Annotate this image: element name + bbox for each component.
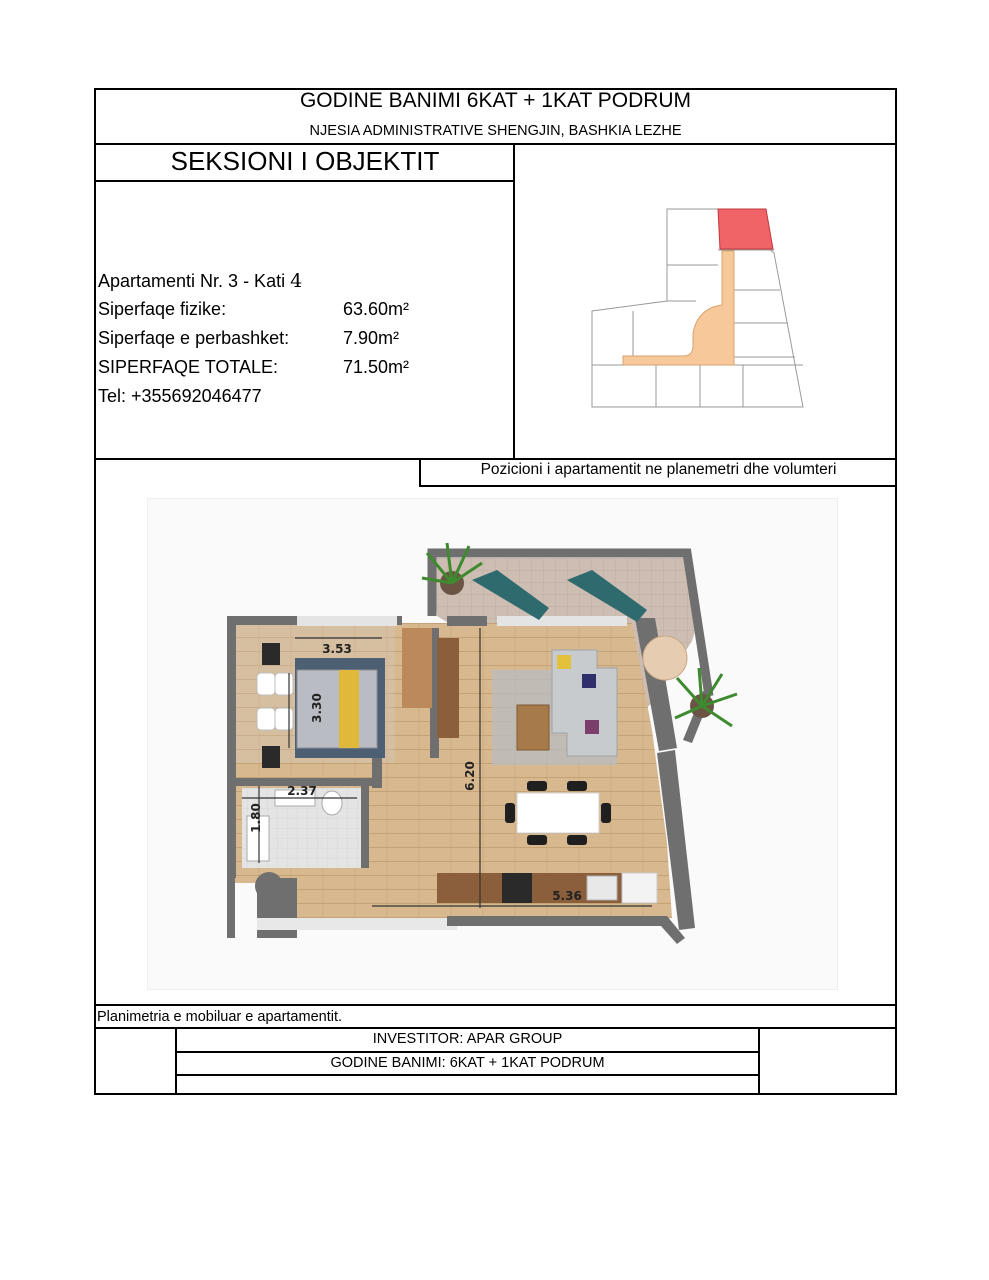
floor-plan	[147, 498, 838, 990]
dim-bedroom-depth: 3.30	[310, 693, 324, 723]
bed	[297, 670, 377, 748]
plan-caption: Planimetria e mobiluar e apartamentit.	[97, 1009, 343, 1025]
common-area-corridor	[623, 251, 734, 365]
footer-row-divider-2	[175, 1074, 760, 1076]
bed-throw	[339, 670, 359, 748]
dining-table	[517, 793, 599, 833]
footer-row-divider-1	[175, 1051, 760, 1053]
dim-kitchen-width: 5.36	[552, 889, 582, 903]
apartment-floor: 4	[290, 270, 303, 292]
highlighted-apartment-unit	[718, 209, 773, 249]
oven	[502, 873, 532, 903]
area-common-value: 7.90m²	[343, 328, 400, 348]
apartment-name-text: Apartamenti Nr. 3 - Kati	[98, 271, 291, 291]
area-total-label: SIPERFAQE TOTALE:	[98, 357, 279, 377]
investor-label: INVESTITOR: APAR GROUP	[372, 1031, 563, 1047]
document-title: GODINE BANIMI 6KAT + 1KAT PODRUM	[299, 89, 692, 112]
info-bottom-divider	[94, 458, 897, 460]
tv-unit	[437, 638, 459, 738]
area-physical-label: Siperfaqe fizike:	[98, 299, 227, 319]
position-caption: Pozicioni i apartamentit ne planemetri dhe volumteri	[480, 461, 837, 478]
nightstand-top	[262, 643, 280, 665]
coffee-table	[517, 705, 549, 750]
kitchen-sink	[587, 876, 617, 900]
document-subtitle: NJESIA ADMINISTRATIVE SHENGJIN, BASHKIA LEZHE	[309, 123, 682, 139]
column	[255, 872, 283, 900]
section-title-divider	[94, 180, 514, 182]
header-divider	[94, 143, 897, 145]
apartment-name	[98, 270, 302, 292]
cushion-navy	[582, 674, 596, 688]
caption-row-divider	[94, 1027, 897, 1029]
terrace-table	[643, 636, 687, 680]
phone-number: Tel: +355692046477	[98, 386, 262, 406]
area-common-label: Siperfaqe e perbashket:	[98, 328, 290, 348]
area-total-value: 71.50m²	[343, 357, 410, 377]
fridge	[622, 873, 657, 903]
plan-bottom-divider	[94, 1004, 897, 1006]
section-title: SEKSIONI I OBJEKTIT	[170, 146, 440, 176]
key-plan	[588, 205, 808, 411]
area-physical-value: 63.60m²	[343, 299, 410, 319]
nightstand-bottom	[262, 746, 280, 768]
info-key-divider	[513, 143, 515, 459]
toilet	[322, 791, 342, 815]
building-label: GODINE BANIMI: 6KAT + 1KAT PODRUM	[330, 1055, 605, 1071]
caption-bottom-border	[419, 485, 897, 487]
cushion-purple	[585, 720, 599, 734]
cushion-yellow	[557, 655, 571, 669]
dim-bath-depth: 1.80	[249, 803, 263, 833]
dim-bath-width: 2.37	[287, 784, 317, 798]
wardrobe	[402, 628, 432, 708]
dim-living-depth: 6.20	[463, 761, 477, 791]
dim-bedroom-width: 3.53	[322, 642, 352, 656]
